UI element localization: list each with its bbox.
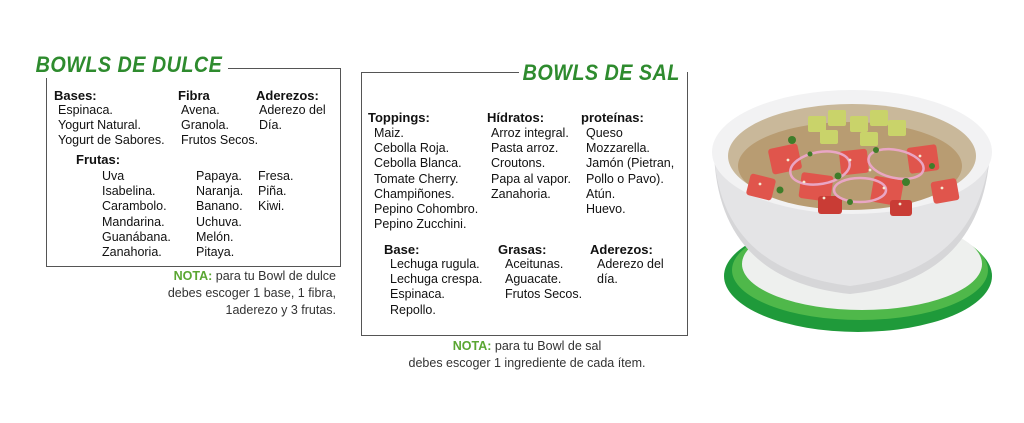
list-item: Pasta arroz. [491, 141, 559, 156]
list-item: Granola. [181, 118, 229, 133]
sal-hidratos-list [491, 126, 571, 202]
list-item: Repollo. [390, 302, 436, 317]
list-item: Mandarina. [102, 214, 165, 229]
list-item: Frutos Secos. [505, 287, 583, 302]
poke-bowl-photo [700, 80, 1000, 340]
sal-proteinas-header: proteínas: [581, 110, 644, 125]
list-item: Queso [586, 126, 623, 140]
list-item: Melón. [196, 229, 234, 244]
list-item: Lechuga crespa. [390, 272, 483, 287]
list-item: Espinaca. [58, 103, 113, 117]
list-item: Pepino Cohombro. [374, 201, 479, 216]
list-item: Día. [259, 118, 282, 133]
list-item: día. [597, 272, 618, 287]
dulce-frutas-col1 [102, 169, 171, 260]
sal-base-list [390, 257, 482, 318]
dulce-fibra-header: Fibra [178, 88, 210, 103]
list-item: Avena. [181, 103, 220, 117]
list-item: Papaya. [196, 169, 242, 183]
sal-title: BOWLS DE SAL [519, 60, 683, 86]
list-item: Atún. [586, 186, 616, 201]
dulce-fibra-list [181, 103, 258, 149]
dulce-aderezos-header: Aderezos: [256, 88, 319, 103]
dulce-note-label: NOTA: [173, 269, 213, 283]
list-item: Guanábana. [102, 229, 171, 244]
sal-aderezos-list [597, 257, 664, 287]
sal-note-line2: debes escoger 1 ingrediente de cada ítem. [408, 356, 646, 370]
dulce-bases-list [58, 103, 165, 149]
dulce-frutas-header: Frutas: [76, 152, 121, 167]
list-item: Naranja. [196, 184, 244, 199]
list-item: Cebolla Blanca. [374, 156, 462, 171]
sal-note [392, 338, 662, 372]
dulce-box-top-line [228, 68, 341, 69]
list-item: Pitaya. [196, 244, 235, 259]
sal-base-header: Base: [384, 242, 420, 257]
sal-box-top-line-left [361, 72, 519, 73]
list-item: Maiz. [374, 126, 404, 140]
list-item: Carambolo. [102, 199, 167, 214]
list-item: Jamón (Pietran, [586, 156, 675, 171]
dulce-title: BOWLS DE DULCE [32, 52, 226, 78]
sal-toppings-list [374, 126, 478, 232]
list-item: Tomate Cherry. [374, 171, 459, 186]
list-item: Cebolla Roja. [374, 141, 450, 156]
dulce-note-line3: 1aderezo y 3 frutas. [225, 303, 336, 317]
dulce-note-line1: para tu Bowl de dulce [215, 269, 336, 283]
dulce-note-line2: debes escoger 1 base, 1 fibra, [167, 286, 336, 300]
dulce-aderezos-list [259, 103, 326, 133]
list-item: Arroz integral. [491, 126, 569, 140]
list-item: Pollo o Pavo). [586, 171, 664, 186]
list-item: Frutos Secos. [181, 133, 259, 148]
list-item: Papa al vapor. [491, 171, 571, 186]
list-item: Aderezo del [597, 257, 664, 271]
dulce-bases-header: Bases: [54, 88, 97, 103]
sal-note-line1: para tu Bowl de sal [494, 339, 602, 353]
list-item: Piña. [258, 184, 287, 199]
list-item: Fresa. [258, 169, 294, 183]
list-item: Isabelina. [102, 184, 156, 199]
list-item: Champiñones. [374, 186, 455, 201]
list-item: Pepino Zucchini. [374, 217, 467, 232]
list-item: Yogurt de Sabores. [58, 133, 165, 148]
list-item: Zanahoria. [491, 186, 551, 201]
list-item: Yogurt Natural. [58, 118, 141, 133]
dulce-frutas-col3 [258, 169, 293, 215]
sal-grasas-list [505, 257, 582, 303]
list-item: Aceitunas. [505, 257, 564, 271]
list-item: Lechuga rugula. [390, 257, 480, 271]
list-item: Huevo. [586, 201, 626, 216]
list-item: Mozzarella. [586, 141, 650, 156]
list-item: Espinaca. [390, 287, 445, 302]
list-item: Aderezo del [259, 103, 326, 117]
sal-hidratos-header: Hídratos: [487, 110, 545, 125]
list-item: Banano. [196, 199, 243, 214]
list-item: Croutons. [491, 156, 546, 171]
sal-toppings-header: Toppings: [368, 110, 430, 125]
sal-aderezos-header: Aderezos: [590, 242, 653, 257]
list-item: Zanahoria. [102, 244, 162, 259]
list-item: Kiwi. [258, 199, 285, 214]
sal-proteinas-list [586, 126, 674, 217]
sal-note-label: NOTA: [452, 339, 492, 353]
list-item: Uva [102, 169, 125, 183]
dulce-frutas-col2 [196, 169, 243, 260]
sal-grasas-header: Grasas: [498, 242, 547, 257]
list-item: Uchuva. [196, 214, 242, 229]
dulce-note [168, 268, 336, 319]
list-item: Aguacate. [505, 272, 562, 287]
